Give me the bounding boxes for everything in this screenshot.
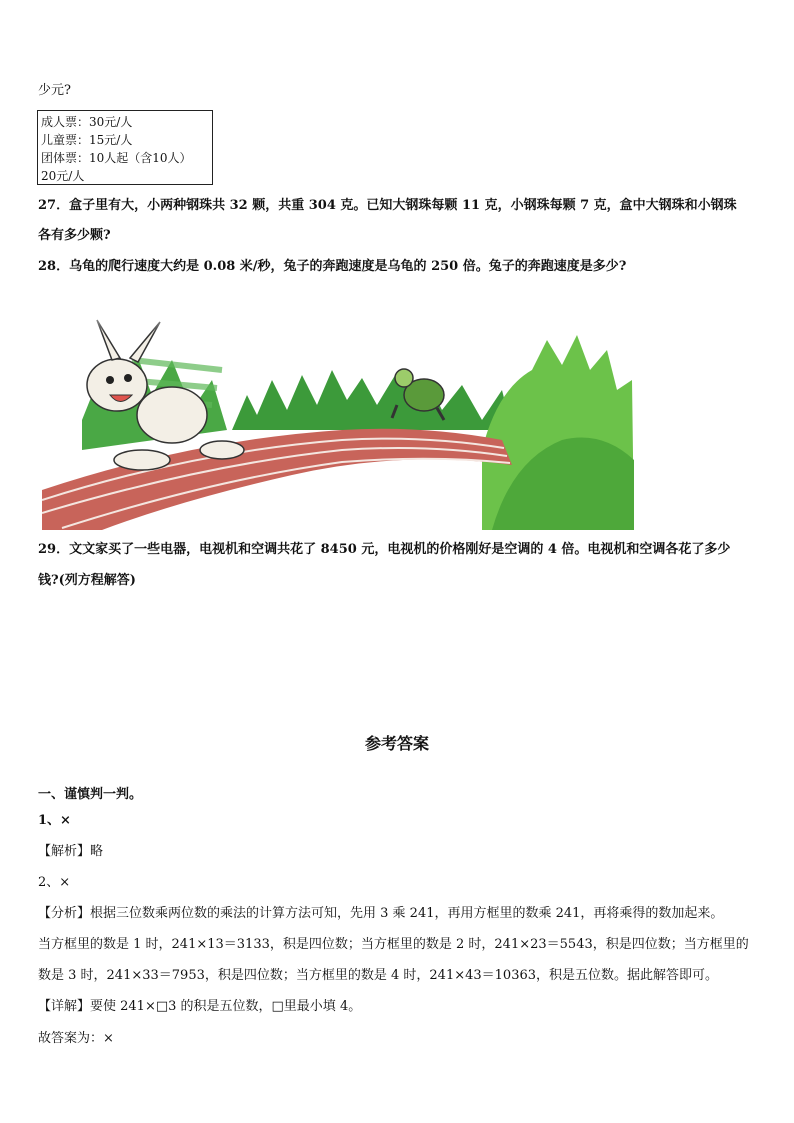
section-1-heading: 一、谨慎判一判。 [38,787,143,802]
question-27-line2: 各有多少颗? [38,228,111,243]
ticket-price-box [37,110,213,185]
question-26-tail: 少元? [38,83,71,98]
question-29-line1: 29．文文家买了一些电器，电视机和空调共花了 8450 元，电视机的价格刚好是空调的 4 倍。电视机和空调各花了多少 [38,542,731,557]
answer-section-title: 参考答案 [364,734,429,753]
question-29-line2: 钱?(列方程解答) [38,573,136,588]
group-ticket-price: 20元/人 [41,169,85,183]
answer-2-conclusion: 故答案为：× [38,1031,114,1046]
answer-2-analysis-line3: 数是 3 时，241×33＝7953，积是四位数；当方框里的数是 4 时，241×43＝10363，积是五位数。据此解答即可。 [38,968,719,983]
answer-2-label: 2、× [38,875,71,890]
question-28: 28．乌龟的爬行速度大约是 0.08 米/秒，兔子的奔跑速度是乌龟的 250 倍。兔子的奔跑速度是多少? [38,259,627,274]
answer-2-analysis-line2: 当方框里的数是 1 时，241×13＝3133，积是四位数；当方框里的数是 2 时，241×23＝5543，积是四位数；当方框里的 [38,937,749,952]
adult-ticket-price: 成人票：30元/人 [41,115,133,129]
answer-2-analysis-line1: 【分析】根据三位数乘两位数的乘法的计算方法可知，先用 3 乘 241，再用方框里的数乘 241，再将乘得的数加起来。 [38,906,724,921]
answer-1-label: 1、× [38,813,71,828]
answer-1-analysis: 【解析】略 [38,844,104,859]
question-27-line1: 27．盒子里有大，小两种钢珠共 32 颗，共重 304 克。已知大钢珠每颗 11 克，小钢珠每颗 7 克，盒中大钢珠和小钢珠 [38,198,737,213]
group-ticket-rule: 团体票：10人起（含10人） [41,151,192,165]
child-ticket-price: 儿童票：15元/人 [41,133,133,147]
rabbit-and-tortoise-racing-illustration [42,300,634,530]
answer-2-detail: 【详解】要使 241×□3 的积是五位数，□里最小填 4。 [38,999,362,1014]
